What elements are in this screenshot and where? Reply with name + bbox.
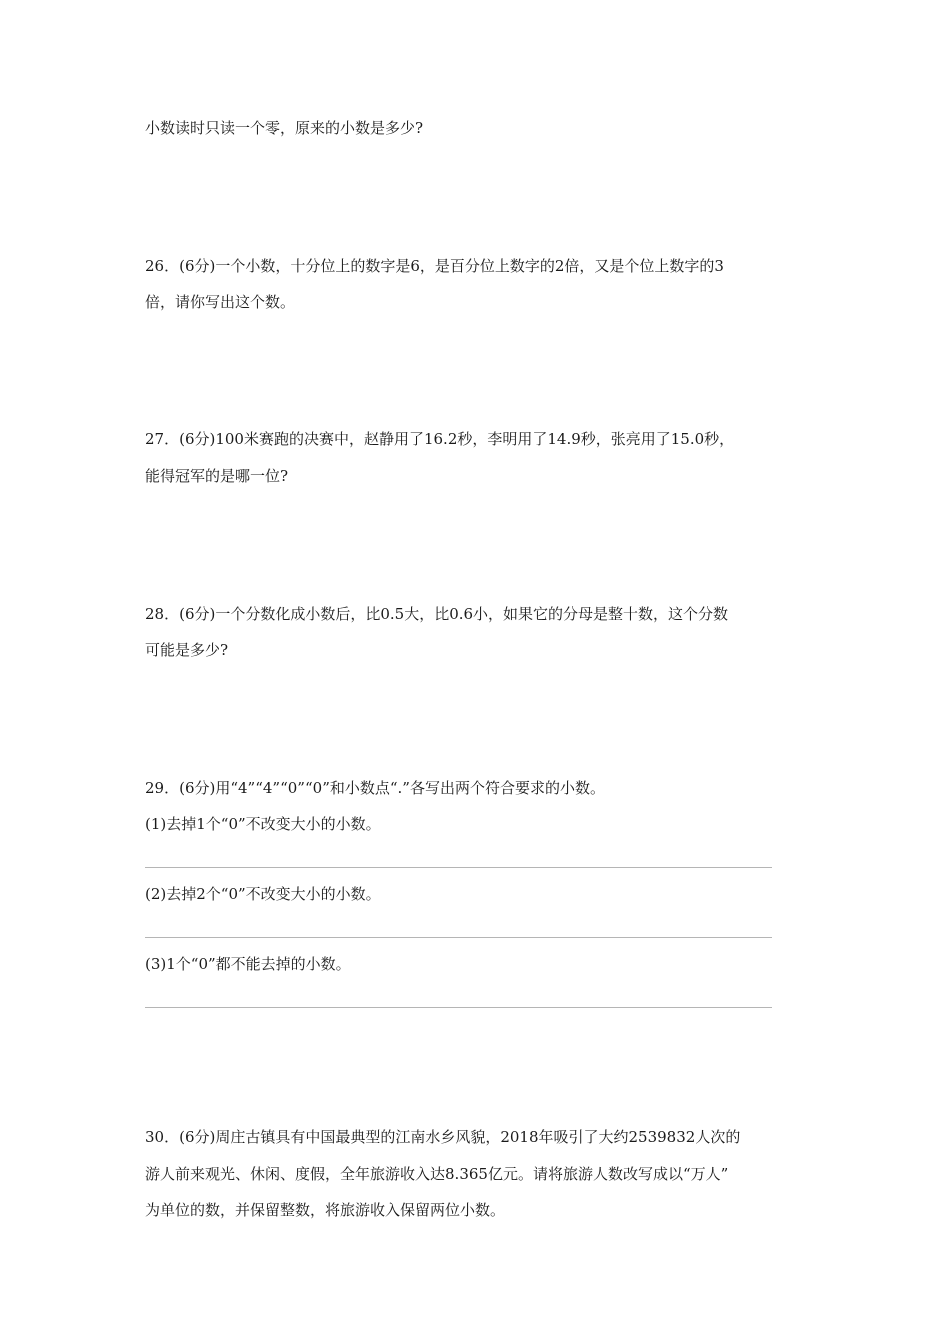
question-27-line-2: 能得冠军的是哪一位? — [145, 467, 289, 485]
question-26-line-2: 倍，请你写出这个数。 — [145, 293, 296, 311]
question-30-line-1: 30．(6分)周庄古镇具有中国最典型的江南水乡风貌，2018年吸引了大约2539832人次的 — [145, 1128, 741, 1146]
question-29-subpart-2: (2)去掉2个“0”不改变大小的小数。 — [145, 885, 381, 903]
question-30-line-2: 游人前来观光、休闲、度假，全年旅游收入达8.365亿元。请将旅游人数改写成以“万人” — [145, 1165, 729, 1183]
question-27-line-1: 27．(6分)100米赛跑的决赛中，赵静用了16.2秒，李明用了14.9秒，张亮用了15.0秒， — [145, 430, 735, 448]
question-28-line-1: 28．(6分)一个分数化成小数后，比0.5大，比0.6小，如果它的分母是整十数，这个分数 — [145, 605, 729, 623]
question-28-line-2: 可能是多少? — [145, 641, 229, 659]
question-26-line-1: 26．(6分)一个小数，十分位上的数字是6，是百分位上数字的2倍，又是个位上数字的3 — [145, 257, 724, 275]
question-29-subpart-3: (3)1个“0”都不能去掉的小数。 — [145, 955, 351, 973]
question-29-line-1: 29．(6分)用“4”“4”“0”“0”和小数点“.”各写出两个符合要求的小数。 — [145, 779, 605, 797]
answer-line-2[interactable] — [145, 937, 772, 938]
answer-line-1[interactable] — [145, 867, 772, 868]
question-29-subpart-1: (1)去掉1个“0”不改变大小的小数。 — [145, 815, 381, 833]
intro-text: 小数读时只读一个零，原来的小数是多少? — [145, 119, 424, 137]
answer-line-3[interactable] — [145, 1007, 772, 1008]
question-30-line-3: 为单位的数，并保留整数，将旅游收入保留两位小数。 — [145, 1201, 506, 1219]
